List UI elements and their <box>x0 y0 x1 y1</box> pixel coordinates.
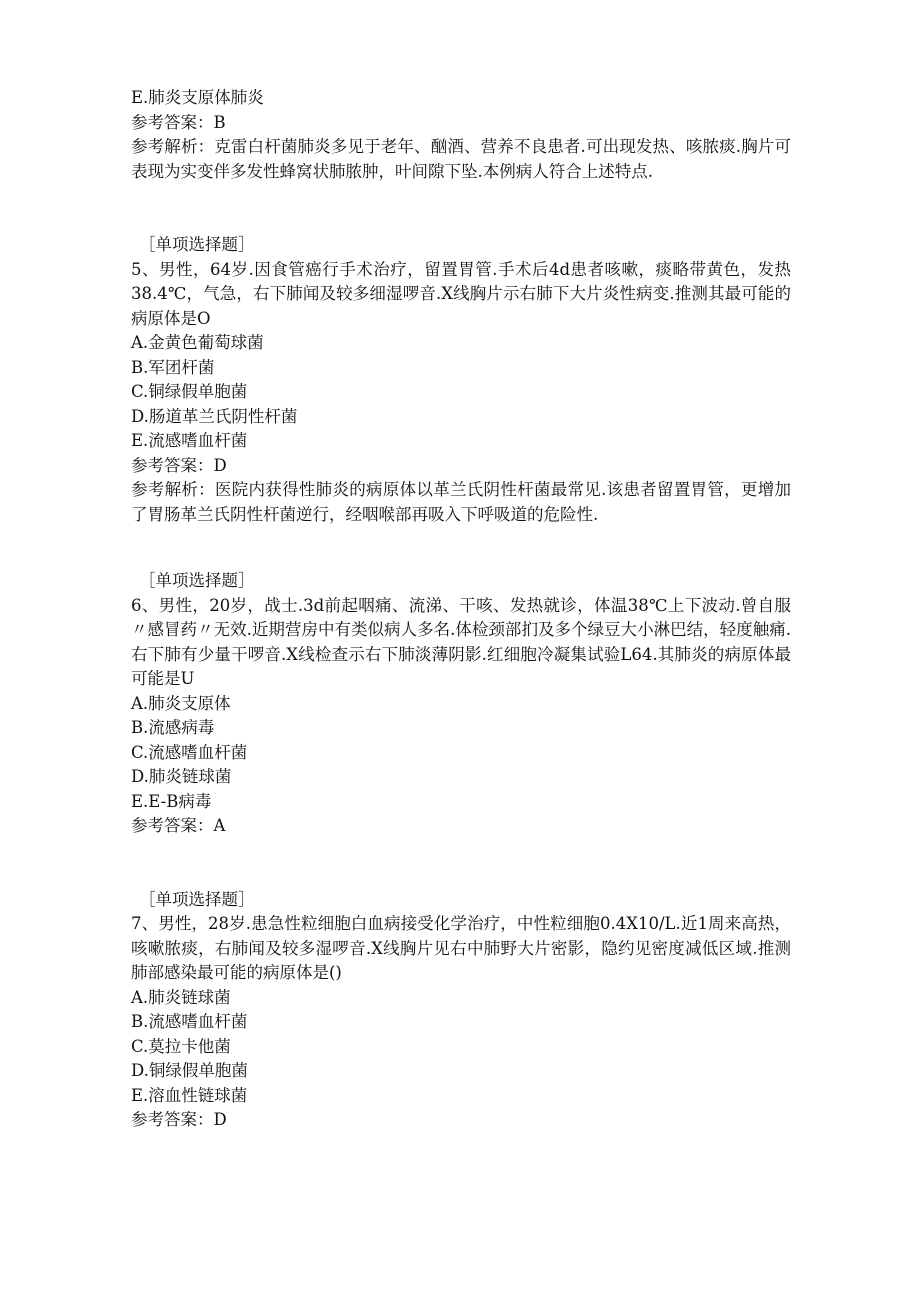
q7-option-a: A.肺炎链球菌 <box>131 987 231 1007</box>
document-page <box>131 86 791 1133</box>
q7-option-b: B.流感嗜血杆菌 <box>131 1012 248 1031</box>
q7-option-c: C.莫拉卡他菌 <box>131 1036 231 1056</box>
q5-option-c: C.铜绿假单胞菌 <box>131 382 248 401</box>
q6-option-b: B.流感病毒 <box>131 718 215 737</box>
q5-type: ［单项选择题］ <box>139 235 255 254</box>
q7-stem: 7、男性，28岁.患急性粒细胞白血病接受化学治疗，中性粒细胞0.4X10/L.近1周来高热，咳嗽脓痰，右肺闻及较多湿啰音.X线胸片见右中肺野大片密影，隐约见密度减低区域.推测肺部感染最可能的病原体是() <box>131 914 791 982</box>
q7-answer: 参考答案：D <box>131 1110 227 1129</box>
q5-option-a: A.金黄色葡萄球菌 <box>131 333 264 352</box>
section-gap <box>131 839 791 888</box>
q6-option-e: E.E-B病毒 <box>131 791 212 811</box>
section-gap <box>131 184 791 233</box>
q7-type: ［单项选择题］ <box>139 889 255 909</box>
q6-stem: 6、男性，20岁，战士.3d前起咽痛、流涕、干咳、发热就诊，体温38℃上下波动.曾自服〃感冒药〃无效.近期营房中有类似病人多名.体检颈部扪及多个绿豆大小淋巴结，轻度触痛.右下肺有少量干啰音.X线检查示右下肺淡薄阴影.红细胞冷凝集试验L64.其肺炎的病原体最可能是U <box>131 595 791 688</box>
q6-option-d: D.肺炎链球菌 <box>131 767 232 786</box>
q5-answer: 参考答案：D <box>131 455 227 475</box>
q6-option-c: C.流感嗜血杆菌 <box>131 742 248 762</box>
q6-type: ［单项选择题］ <box>139 571 255 590</box>
q4-analysis: 参考解析：克雷白杆菌肺炎多见于老年、酗酒、营养不良患者.可出现发热、咳脓痰.胸片可表现为实变伴多发性蜂窝状肺脓肿，叶间隙下坠.本例病人符合上述特点. <box>131 137 791 181</box>
q4-answer: 参考答案：B <box>131 112 226 132</box>
section-gap <box>131 527 791 569</box>
q5-option-e: E.流感嗜血杆菌 <box>131 431 248 450</box>
q5-analysis: 参考解析：医院内获得性肺炎的病原体以革兰氏阴性杆菌最常见.该患者留置胃管，更增加了胃肠革兰氏阴性杆菌逆行，经咽喉部再吸入下呼吸道的危险性. <box>131 480 791 524</box>
q5-option-b: B.军团杆菌 <box>131 357 215 377</box>
q5-stem: 5、男性，64岁.因食管癌行手术治疗，留置胃管.手术后4d患者咳嗽，痰略带黄色，发热38.4℃，气急，右下肺闻及较多细湿啰音.X线胸片示右肺下大片炎性病变.推测其最可能的病原体是O <box>131 259 791 328</box>
q7-option-d: D.铜绿假单胞菌 <box>131 1061 248 1080</box>
q4-option-e: E.肺炎支原体肺炎 <box>131 88 264 107</box>
q5-option-d: D.肠道革兰氏阴性杆菌 <box>131 406 298 426</box>
q7-option-e: E.溶血性链球菌 <box>131 1085 248 1105</box>
q6-option-a: A.肺炎支原体 <box>131 693 231 713</box>
q6-answer: 参考答案：A <box>131 816 226 835</box>
